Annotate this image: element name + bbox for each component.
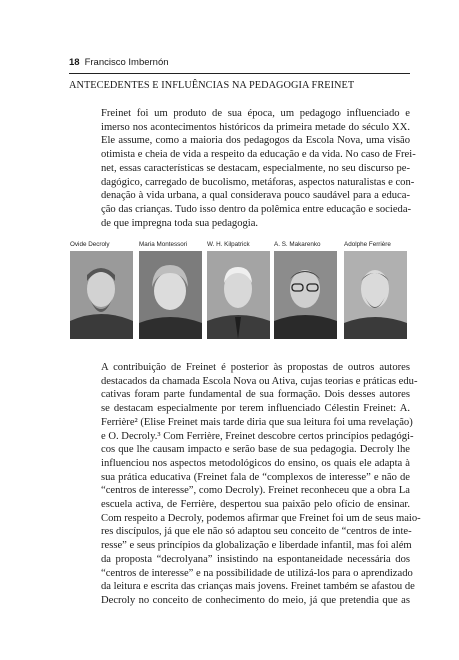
photo-caption-decroly: Ovide Decroly bbox=[70, 241, 110, 248]
portrait-decroly bbox=[70, 251, 133, 339]
text-line: net, essas características se destacam, especialmente, no seu discurso pe- bbox=[101, 162, 410, 174]
text-line: Ele assume, como a maioria dos pedagogos da Escola Nova, uma visão bbox=[101, 135, 410, 147]
text-line: da leitura e escrita das crianças mais jovens. Freinet também se afastou de bbox=[101, 581, 415, 593]
photo-caption-montessori: Maria Montessori bbox=[139, 241, 188, 248]
portrait-montessori bbox=[139, 251, 202, 339]
text-line: se destacam especialmente por terem influenciado Célestin Freinet: A. bbox=[101, 403, 410, 415]
text-line: dagógico, carregado de bucolismo, metáforas, aspectos naturalistas e con- bbox=[101, 176, 415, 188]
text-line: escuela activa, de Ferrière, despertou sua paixão pelo ofício de ensinar. bbox=[101, 499, 410, 511]
page-number: 18 bbox=[69, 57, 80, 68]
paragraph-contribution bbox=[69, 361, 421, 608]
running-author: Francisco Imbernón bbox=[84, 57, 169, 68]
portrait-kilpatrick bbox=[207, 251, 270, 339]
text-line: imerso nos acontecimentos históricos da primeira metade do século XX. bbox=[101, 121, 410, 133]
text-line: cativas foram parte fundamental de sua formação. Dois desses autores bbox=[101, 389, 410, 401]
text-line: Com respeito a Decroly, podemos afirmar que Freinet foi um de seus maio- bbox=[101, 512, 421, 524]
text-line: influenciou nos aspectos metodológicos do ensino, os quais ele adapta à bbox=[101, 457, 410, 469]
text-line: e O. Decroly.³ Com Ferrière, Freinet descobre certos princípios pedagógi- bbox=[101, 430, 414, 442]
text-line: resse” e seus princípios da globalização e liberdade infantil, mas foi além bbox=[101, 540, 412, 552]
text-line: de que impregna toda sua pedagogia. bbox=[101, 217, 259, 229]
section-title: ANTECEDENTES E INFLUÊNCIAS NA PEDAGOGIA FREINET bbox=[69, 80, 355, 91]
text-line: A contribuição de Freinet é posterior às propostas de outros autores bbox=[101, 362, 410, 373]
text-line: da proposta “decrolyana” insistindo na espontaneidade necessária dos bbox=[101, 553, 410, 565]
text-line: cos que lhe causam impacto e serão base de sua pedagogia. Decroly lhe bbox=[101, 444, 410, 456]
text-line: Decroly no conceito de conhecimento do meio, já que pretendia que as bbox=[101, 594, 410, 606]
portrait-ferriere bbox=[344, 251, 407, 339]
paragraph-intro bbox=[69, 107, 416, 230]
photo-caption-makarenko: A. S. Makarenko bbox=[274, 241, 321, 248]
text-line: “centros de interesse”, como Decroly). Freinet reconheceu que a obra La bbox=[101, 485, 410, 497]
photo-caption-ferriere: Adolphe Ferrière bbox=[344, 241, 391, 248]
portrait-makarenko bbox=[274, 251, 337, 339]
text-line: otimista e cheia de vida a respeito da educação e da vida. No caso de Frei- bbox=[101, 149, 416, 161]
page-header bbox=[69, 57, 410, 74]
text-line: Freinet foi um produto de sua época, um pedagogo influenciado e bbox=[101, 108, 410, 119]
text-line: Ferrière² (Elise Freinet mais tarde diria que sua leitura foi uma revelação) bbox=[101, 416, 413, 428]
text-line: “centros de interesse” e na possibilidade de utilizá-los para o aprendizado bbox=[101, 567, 413, 579]
photo-caption-kilpatrick: W. H. Kilpatrick bbox=[207, 241, 250, 248]
text-line: sua prática educativa (Freinet fala de “complexos de interesse” e não de bbox=[101, 471, 410, 483]
text-line: denação à vida urbana, a qual considerava pouco saudável para a educa- bbox=[101, 190, 410, 202]
text-line: destacados da chamada Escola Nova ou Ativa, cujas teorias e práticas edu- bbox=[101, 375, 418, 387]
text-line: ção das crianças. Tudo isso dentro da polêmica entre educação e socieda- bbox=[101, 203, 412, 215]
text-line: res discípulos, já que ele não só adaptou seu conceito de “centros de inte- bbox=[101, 526, 412, 538]
